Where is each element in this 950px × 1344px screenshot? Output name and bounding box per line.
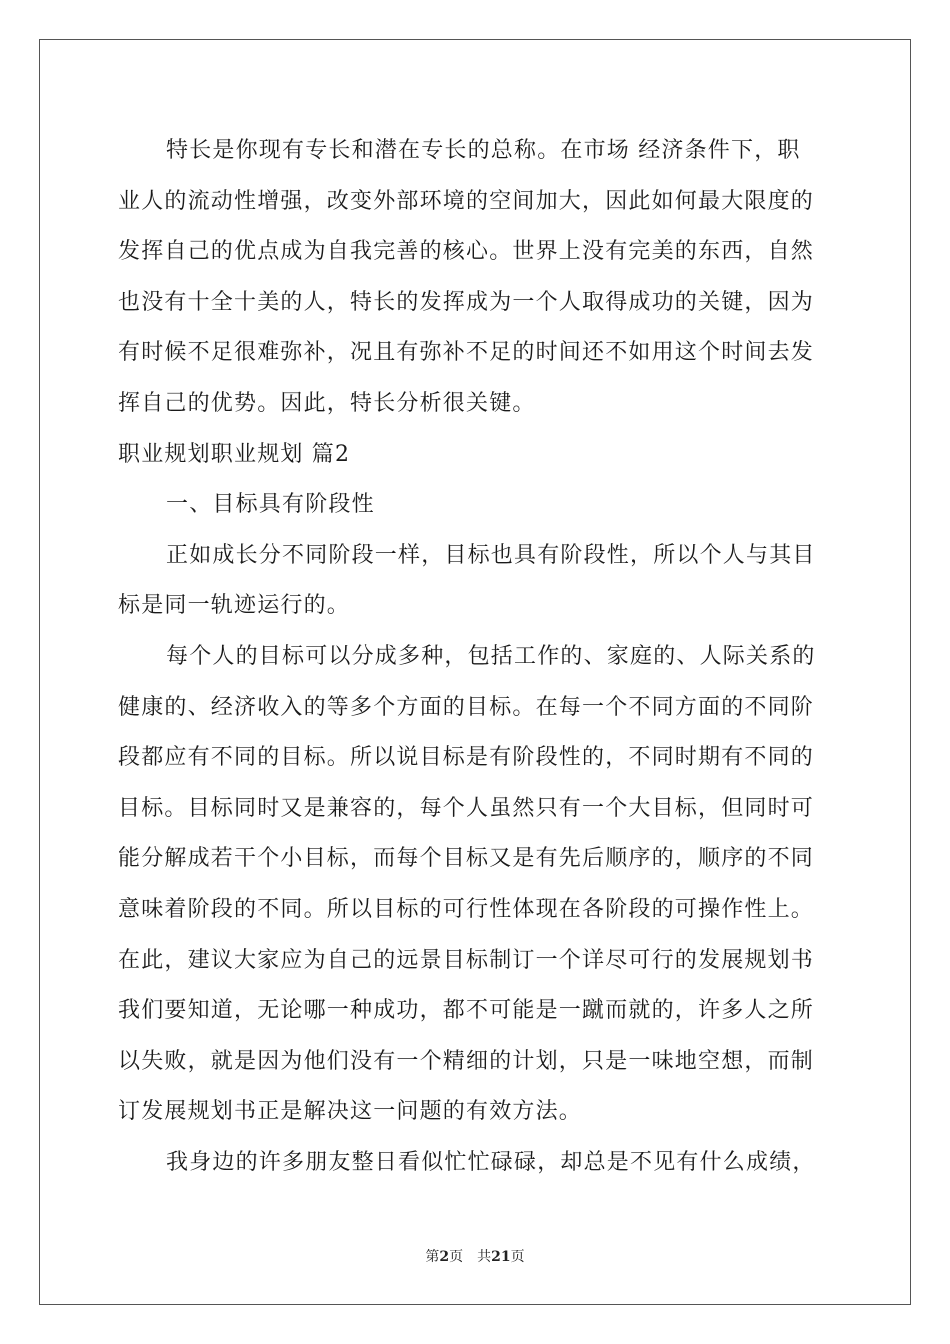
text-line: 正如成长分不同阶段一样，目标也具有阶段性，所以个人与其目: [166, 542, 816, 568]
text-line: 每个人的目标可以分成多种，包括工作的、家庭的、人际关系的: [166, 643, 816, 669]
text-line: 标是同一轨迹运行的。: [118, 593, 351, 619]
text-line: 以失败，就是因为他们没有一个精细的计划，只是一味地空想，而制: [118, 1048, 815, 1074]
text-line: 健康的、经济收入的等多个方面的目标。在每一个不同方面的不同阶: [118, 694, 815, 720]
total-prefix: 共: [477, 1249, 492, 1265]
text-line: 有时候不足很难弥补，况且有弥补不足的时间还不如用这个时间去发: [118, 340, 815, 366]
document-body: [118, 126, 838, 1188]
text-line: 意味着阶段的不同。所以目标的可行性体现在各阶段的可操作性上。: [118, 896, 815, 922]
section-heading: 职业规划职业规划 篇2: [118, 441, 351, 467]
text-line: 挥自己的优势。因此，特长分析很关键。: [118, 390, 536, 416]
total-suffix: 页: [510, 1249, 525, 1265]
text-line: 目标。目标同时又是兼容的，每个人虽然只有一个大目标，但同时可: [118, 795, 815, 821]
text-line: 在此，建议大家应为自己的远景目标制订一个详尽可行的发展规划书: [118, 947, 815, 973]
text-line: 订发展规划书正是解决这一问题的有效方法。: [118, 1099, 583, 1125]
text-line: 发挥自己的优点成为自我完善的核心。世界上没有完美的东西，自然: [118, 239, 815, 265]
text-line: 也没有十全十美的人，特长的发挥成为一个人取得成功的关键，因为: [118, 289, 815, 315]
page-number: 2: [439, 1249, 450, 1265]
text-line: 特长是你现有专长和潜在专长的总称。在市场 经济条件下，职: [166, 138, 801, 163]
text-line: 业人的流动性增强，改变外部环境的空间加大，因此如何最大限度的: [118, 188, 815, 214]
page-footer: [0, 1246, 950, 1266]
text-line: 我们要知道，无论哪一种成功，都不可能是一蹴而就的，许多人之所: [118, 998, 815, 1024]
total-pages: 21: [491, 1249, 511, 1265]
text-line: 段都应有不同的目标。所以说目标是有阶段性的，不同时期有不同的: [118, 745, 815, 771]
page-prefix: 第: [425, 1249, 440, 1265]
text-line: 我身边的许多朋友整日看似忙忙碌碌，却总是不见有什么成绩，: [166, 1149, 816, 1175]
text-line: 能分解成若干个小目标，而每个目标又是有先后顺序的，顺序的不同: [118, 846, 815, 872]
subheading: 一、目标具有阶段性: [166, 492, 375, 518]
page-suffix: 页: [449, 1249, 464, 1265]
